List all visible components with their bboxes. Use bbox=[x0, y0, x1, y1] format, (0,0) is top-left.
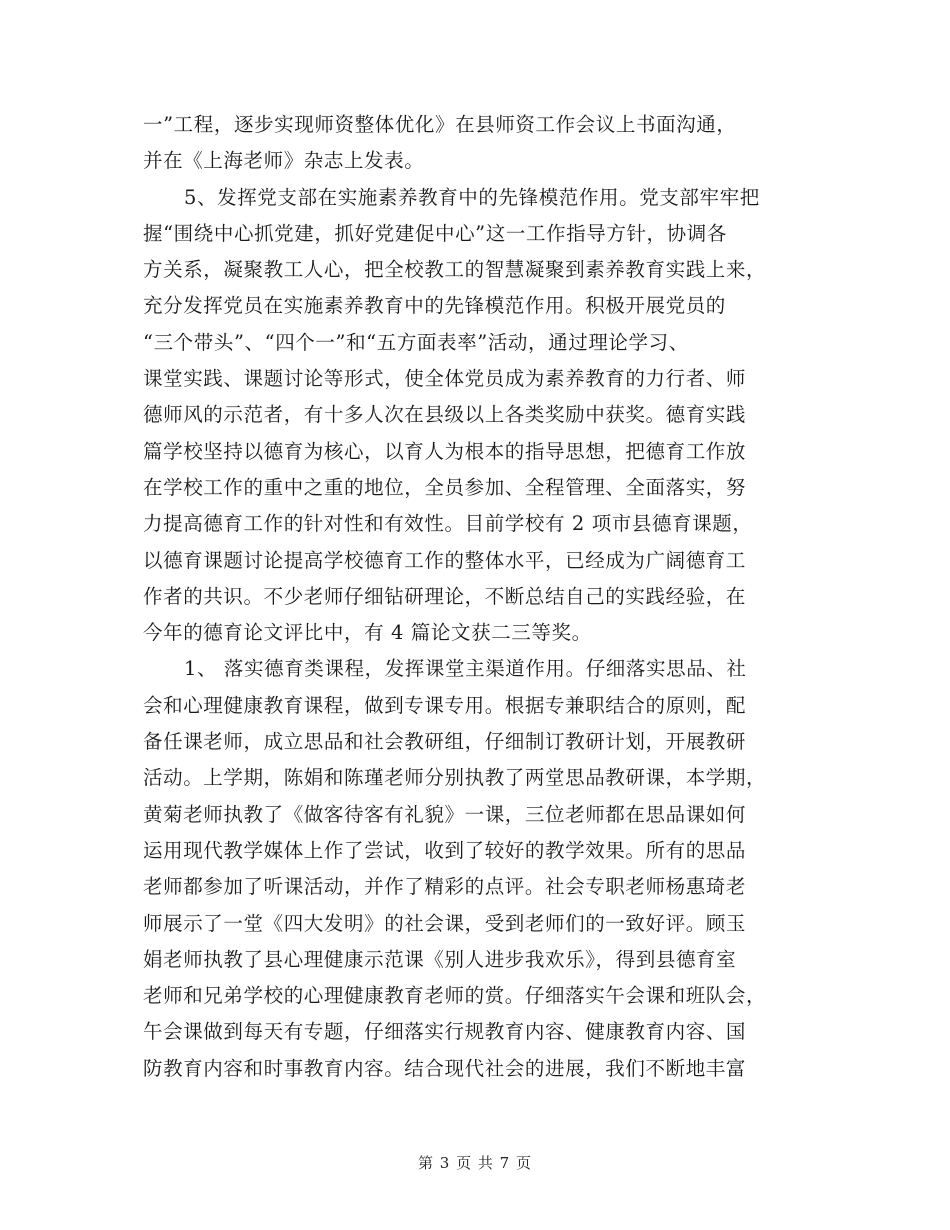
text-line: 一”工程，逐步实现师资整体优化》在县师资工作会议上书面沟通， bbox=[143, 113, 737, 136]
text-line: 会和心理健康教育课程，做到专课专用。根据专兼职结合的原则，配 bbox=[143, 693, 747, 717]
text-line: 方关系，凝聚教工人心，把全校教工的智慧凝聚到素养教育实践上来， bbox=[143, 258, 767, 282]
text-line: 握“围绕中心抓党建，抓好党建促中心”这一工作指导方针，协调各 bbox=[143, 221, 727, 245]
body-text bbox=[143, 107, 815, 1087]
text-line: 德师风的示范者，有十多人次在县级以上各类奖励中获奖。德育实践 bbox=[143, 403, 747, 427]
text-line: 以德育课题讨论提高学校德育工作的整体水平，已经成为广阔德育工 bbox=[143, 548, 747, 572]
text-line: 作者的共识。不少老师仔细钻研理论，不断总结自己的实践经验，在 bbox=[143, 584, 747, 608]
text-line: 课堂实践、课题讨论等形式，使全体党员成为素养教育的力行者、师 bbox=[143, 367, 747, 391]
text-line: 黄菊老师执教了《做客待客有礼貌》一课，三位老师都在思品课如何 bbox=[143, 802, 747, 826]
text-line: 篇学校坚持以德育为核心，以育人为根本的指导思想，把德育工作放 bbox=[143, 439, 747, 463]
text-line: 在学校工作的重中之重的地位，全员参加、全程管理、全面落实，努 bbox=[143, 475, 747, 499]
text-line: 防教育内容和时事教育内容。结合现代社会的进展，我们不断地丰富 bbox=[143, 1056, 747, 1080]
text-line: 师展示了一堂《四大发明》的社会课，受到老师们的一致好评。顾玉 bbox=[143, 911, 747, 935]
text-line: 今年的德育论文评比中，有 4 篇论文获二三等奖。 bbox=[143, 621, 592, 645]
text-line: 娟老师执教了县心理健康示范课《别人进步我欢乐》，得到县德育室 bbox=[143, 947, 737, 971]
text-line: “三个带头”、“四个一”和“五方面表率”活动，通过理论学习、 bbox=[143, 330, 689, 354]
text-line: 午会课做到每天有专题，仔细落实行规教育内容、健康教育内容、国 bbox=[143, 1020, 747, 1044]
text-line: 备任课老师，成立思品和社会教研组，仔细制订教研计划，开展教研 bbox=[143, 730, 747, 754]
text-line: 5、发挥党支部在实施素养教育中的先锋模范作用。党支部牢牢把 bbox=[184, 185, 760, 209]
text-line: 老师都参加了听课活动，并作了精彩的点评。社会专职老师杨惠琦老 bbox=[143, 875, 747, 899]
text-line: 1、 落实德育类课程，发挥课堂主渠道作用。仔细落实思品、社 bbox=[184, 657, 747, 681]
text-line: 活动。上学期，陈娟和陈瑾老师分别执教了两堂思品教研课，本学期， bbox=[143, 766, 767, 790]
text-line: 老师和兄弟学校的心理健康教育老师的赏。仔细落实午会课和班队会， bbox=[143, 984, 767, 1008]
text-line: 并在《上海老师》杂志上发表。 bbox=[143, 149, 425, 173]
page-number: 第 3 页 共 7 页 bbox=[418, 1154, 532, 1172]
text-line: 力提高德育工作的针对性和有效性。目前学校有 2 项市县德育课题， bbox=[143, 512, 753, 536]
text-line: 运用现代教学媒体上作了尝试，收到了较好的教学效果。所有的思品 bbox=[143, 838, 747, 862]
text-line: 充分发挥党员在实施素养教育中的先锋模范作用。积极开展党员的 bbox=[143, 294, 726, 318]
